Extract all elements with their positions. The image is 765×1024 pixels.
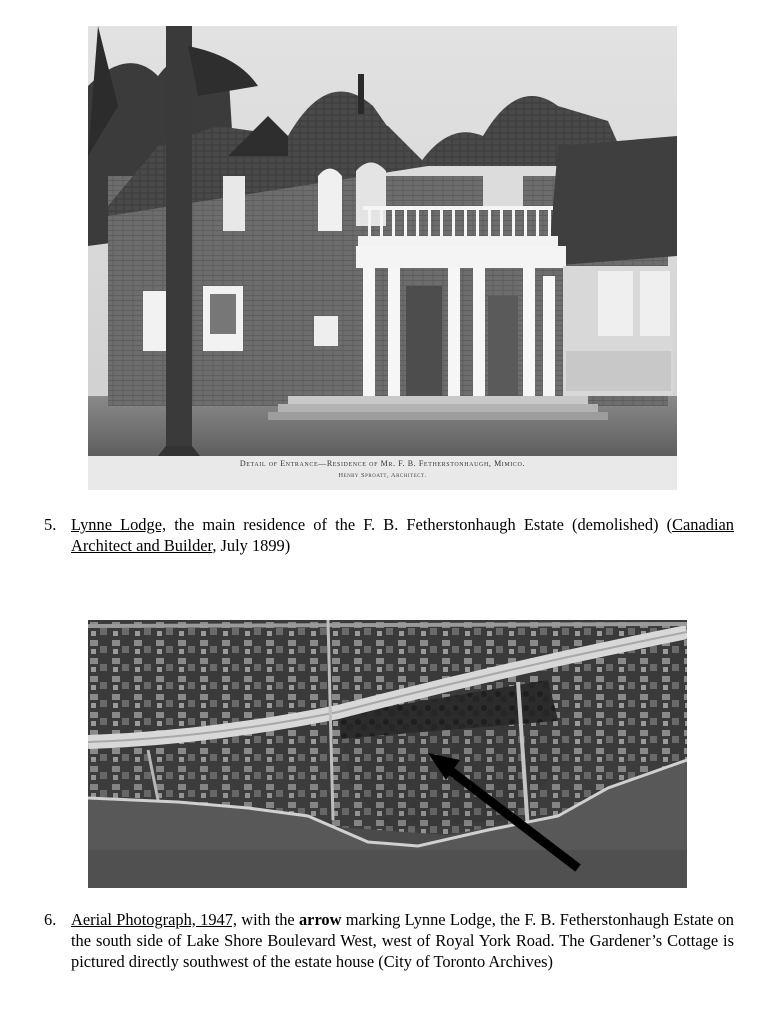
- figure-5-source: Canadian Architect and Builder: [71, 515, 734, 555]
- figure-5-caption-text: [71, 514, 734, 556]
- figure-5-number: 5.: [44, 515, 57, 534]
- figure-6-text-b: marking Lynne Lodge, the F. B. Fetherstonhaugh Estate on the south side of Lake Shore Boulevard West, west of Royal York Road. The Gardener’s Cottage is pictured directly southwest of the estate house (City of Toronto Archives): [71, 910, 735, 971]
- figure-6-title: Aerial Photograph, 1947,: [71, 910, 238, 929]
- figure-6-arrow-word: arrow: [298, 910, 342, 929]
- plate-caption-architect: Henry Sproatt, Architect.: [338, 472, 427, 479]
- residence-photograph: [88, 26, 677, 490]
- figure-6-number: 6.: [44, 910, 57, 929]
- figure-5-description: the main residence of the F. B. Fetherstonhaugh Estate (demolished) (: [166, 515, 673, 534]
- plate-caption-title: Detail of Entrance—Residence of Mr. F. B. Fetherstonhaugh, Mimico.: [239, 459, 526, 468]
- figure-5-date: , July 1899): [212, 536, 291, 555]
- figure-6-caption: [44, 909, 734, 972]
- figure-6-caption-text: [71, 909, 734, 972]
- aerial-image: [88, 620, 687, 888]
- figure-5-caption: [44, 514, 734, 556]
- figure-6-text-a: with the: [237, 910, 299, 929]
- residence-image: [88, 26, 677, 456]
- figure-5-title: Lynne Lodge,: [71, 515, 167, 534]
- aerial-photograph: [88, 620, 687, 888]
